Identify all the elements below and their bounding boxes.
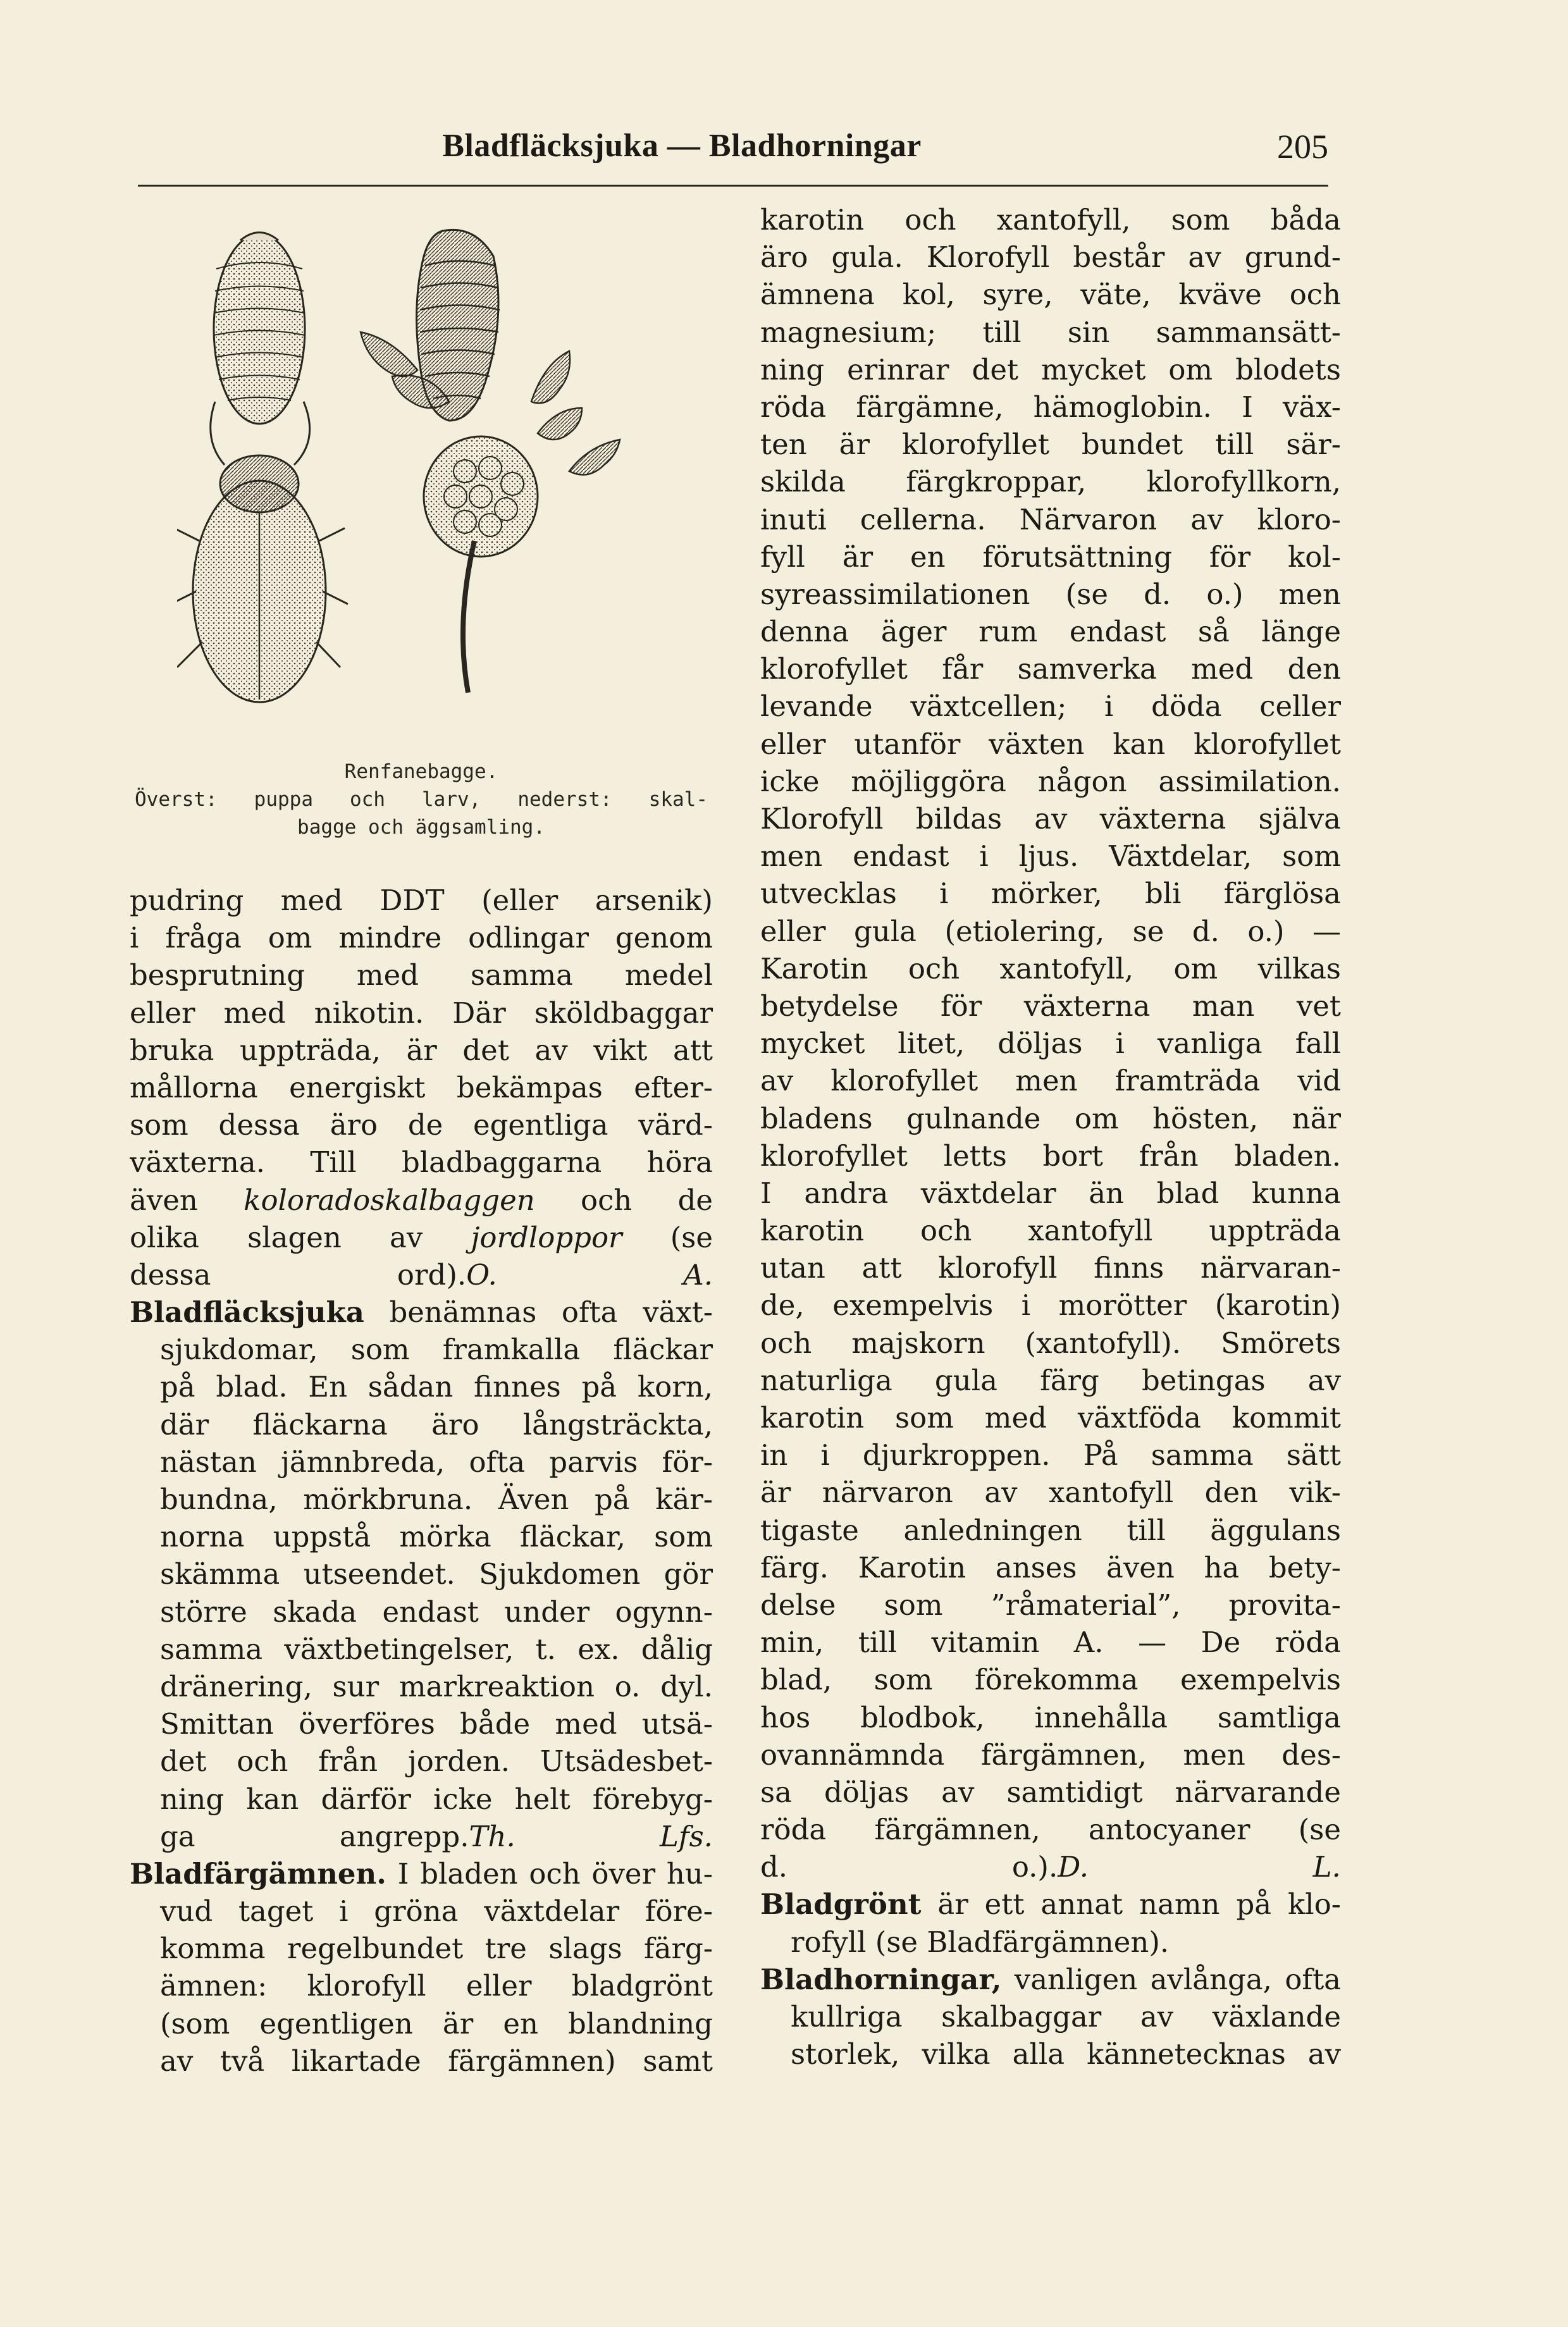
text-line: ämnena kol, syre, väte, kväve och	[760, 278, 1341, 312]
figure-caption	[130, 758, 713, 841]
text-line: dessa ord).O. A.	[130, 1257, 713, 1292]
text-line: utan att klorofyll finns närvaran-	[760, 1251, 1341, 1285]
text-line: blad, som förekomma exempelvis	[760, 1663, 1341, 1697]
text-line: eller gula (etiolering, se d. o.) —	[760, 914, 1341, 948]
text-line: ämnen: klorofyll eller bladgrönt	[160, 1969, 713, 2003]
page-number: 205	[1277, 128, 1328, 166]
beetle-illustration	[177, 212, 670, 768]
text-line: besprutning med samma medel	[130, 958, 713, 992]
text-line: färg. Karotin anses även ha bety-	[760, 1550, 1341, 1584]
text-line: eller utanför växten kan klorofyllet	[760, 727, 1341, 761]
adult-beetle-drawing	[177, 402, 348, 702]
text-line: tigaste anledningen till äggulans	[760, 1513, 1341, 1547]
text-line: och majskorn (xantofyll). Smörets	[760, 1326, 1341, 1360]
text-line: ga angrepp.Th. Lfs.	[160, 1819, 713, 1853]
caption-title: Renfanebagge.	[344, 760, 498, 783]
pupa-drawing	[214, 233, 305, 424]
text-line: ning kan därför icke helt förebyg-	[160, 1782, 713, 1816]
text-line: sa döljas av samtidigt närvarande	[760, 1775, 1341, 1809]
text-line: pudring med DDT (eller arsenik)	[130, 884, 713, 917]
text-line: ovannämnda färgämnen, men des-	[760, 1738, 1341, 1772]
text-line: icke möjliggöra någon assimilation.	[760, 764, 1341, 798]
text-line: röda färgämnen, antocyaner (se	[760, 1813, 1341, 1847]
text-line: komma regelbundet tre slags färg-	[160, 1932, 713, 1966]
text-line: av klorofyllet men framträda vid	[760, 1064, 1341, 1098]
text-line: fyll är en förutsättning för kol-	[760, 540, 1341, 574]
text-line: som dessa äro de egentliga värd-	[130, 1108, 713, 1142]
text-line: men endast i ljus. Växtdelar, som	[760, 839, 1341, 873]
text-line: karotin som med växtföda kommit	[760, 1401, 1341, 1435]
text-line: denna äger rum endast så länge	[760, 615, 1341, 649]
entry-heading-line: Bladgrönt är ett annat namn på klo-	[760, 1887, 1341, 1922]
text-line: I andra växtdelar än blad kunna	[760, 1176, 1341, 1210]
text-line: dränering, sur markreaktion o. dyl.	[160, 1669, 713, 1703]
entry-heading-line: Bladhorningar, vanligen avlånga, ofta	[760, 1962, 1341, 1996]
left-column	[130, 882, 713, 2080]
text-line: Smittan överföres både med utsä-	[160, 1707, 713, 1741]
header-rule	[138, 185, 1328, 187]
text-line: där fläckarna äro långsträckta,	[160, 1407, 713, 1441]
text-line: Klorofyll bildas av växterna själva	[760, 802, 1341, 836]
text-line: karotin och xantofyll, som båda	[760, 203, 1341, 237]
text-line: skämma utseendet. Sjukdomen gör	[160, 1557, 713, 1591]
text-line: de, exempelvis i morötter (karotin)	[760, 1288, 1341, 1323]
text-line: även koloradoskalbaggen och de	[130, 1183, 713, 1217]
author-signature: O. A.	[466, 1257, 713, 1292]
text-line: rofyll (se Bladfärgämnen).	[791, 1925, 1170, 1959]
cross-reference: koloradoskalbaggen	[244, 1183, 535, 1217]
egg-cluster-drawing	[361, 332, 620, 693]
text-line: min, till vitamin A. — De röda	[760, 1626, 1341, 1660]
text-line: norna uppstå mörka fläckar, som	[160, 1520, 713, 1554]
entry-term: Bladfärgämnen.	[130, 1856, 386, 1891]
text-line: delse som ”råmaterial”, provita-	[760, 1588, 1341, 1622]
text-line: av två likartade färgämnen) samt	[160, 2044, 713, 2078]
text-line: ning erinrar det mycket om blodets	[760, 352, 1341, 386]
text-line: vud taget i gröna växtdelar före-	[160, 1894, 713, 1929]
text-line: (som egentligen är en blandning	[160, 2006, 713, 2040]
text-line: olika slagen av jordloppor (se	[130, 1220, 713, 1254]
text-line: på blad. En sådan finnes på korn,	[160, 1370, 713, 1404]
text-line: sjukdomar, som framkalla fläckar	[160, 1333, 713, 1367]
caption-line: Överst: puppa och larv, nederst: skal-	[135, 788, 708, 811]
text-line: karotin och xantofyll uppträda	[760, 1214, 1341, 1248]
text-line: betydelse för växterna man vet	[760, 989, 1341, 1023]
right-column	[760, 201, 1341, 2073]
text-line: bladens gulnande om hösten, när	[760, 1101, 1341, 1135]
text-line: ten är klorofyllet bundet till sär-	[760, 428, 1341, 462]
text-line: nästan jämnbreda, ofta parvis för-	[160, 1445, 713, 1479]
text-line: är närvaron av xantofyll den vik-	[760, 1476, 1341, 1510]
text-line: Karotin och xantofyll, om vilkas	[760, 951, 1341, 985]
entry-term: Bladhorningar,	[760, 1962, 1002, 1996]
running-head: Bladfläcksjuka — Bladhorningar	[442, 128, 922, 164]
text-line: utvecklas i mörker, bli färglösa	[760, 877, 1341, 911]
caption-line: bagge och äggsamling.	[297, 816, 545, 839]
text-line: magnesium; till sin sammansätt-	[760, 315, 1341, 349]
text-line: d. o.).D. L.	[760, 1850, 1341, 1884]
text-line: mållorna energiskt bekämpas efter-	[130, 1070, 713, 1104]
text-line: eller med nikotin. Där sköldbaggar	[130, 996, 713, 1030]
text-line: klorofyllet letts bort från bladen.	[760, 1139, 1341, 1173]
entry-term: Bladfläcksjuka	[130, 1295, 364, 1330]
text-line: inuti cellerna. Närvaron av kloro-	[760, 502, 1341, 536]
entry-term: Bladgrönt	[760, 1887, 922, 1922]
author-signature: D. L.	[1058, 1850, 1341, 1884]
cross-reference: jordloppor	[471, 1220, 622, 1254]
page-header	[138, 123, 1328, 180]
text-line: växterna. Till bladbaggarna höra	[130, 1145, 713, 1180]
entry-heading-line: Bladfärgämnen. I bladen och över hu-	[130, 1856, 713, 1891]
text-line: röda färgämne, hämoglobin. I väx-	[760, 390, 1341, 424]
text-line: i fråga om mindre odlingar genom	[130, 921, 713, 955]
text-line: äro gula. Klorofyll består av grund-	[760, 240, 1341, 275]
text-line: storlek, vilka alla kännetecknas av	[791, 2037, 1341, 2071]
text-line: det och från jorden. Utsädesbet-	[160, 1744, 713, 1779]
text-line: in i djurkroppen. På samma sätt	[760, 1438, 1341, 1472]
text-line: bundna, mörkbruna. Även på kär-	[160, 1483, 713, 1516]
text-line: mycket litet, döljas i vanliga fall	[760, 1027, 1341, 1061]
text-line: klorofyllet får samverka med den	[760, 652, 1341, 686]
text-line: hos blodbok, innehålla samtliga	[760, 1700, 1341, 1734]
author-signature: Th. Lfs.	[469, 1819, 713, 1853]
text-line: syreassimilationen (se d. o.) men	[760, 577, 1341, 611]
text-line: naturliga gula färg betingas av	[760, 1363, 1341, 1397]
text-line: kullriga skalbaggar av växlande	[791, 2000, 1341, 2034]
text-line: levande växtcellen; i döda celler	[760, 689, 1341, 724]
text-line: samma växtbetingelser, t. ex. dålig	[160, 1632, 713, 1666]
entry-heading-line: Bladfläcksjuka benämnas ofta växt-	[130, 1295, 713, 1330]
text-line: skilda färgkroppar, klorofyllkorn,	[760, 465, 1341, 499]
text-line: större skada endast under ogynn-	[160, 1595, 713, 1629]
text-line: bruka uppträda, är det av vikt att	[130, 1033, 713, 1067]
